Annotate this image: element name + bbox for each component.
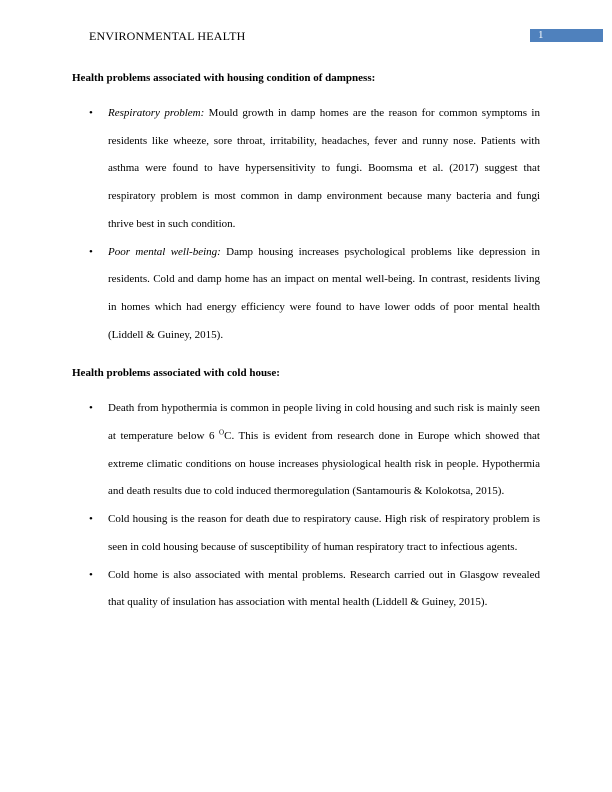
page-number: 1 [538, 29, 544, 41]
item-text: Damp housing increases psychological problems like depression in residents. Cold and damp home has an impact on mental well-being. In contrast, residents living in homes which had energy efficiency were found to have lower odds of poor mental health (Liddell & Guiney, 2015). [108, 245, 540, 341]
section-heading-cold-house: Health problems associated with cold house: [72, 367, 280, 380]
item-text: Death from hypothermia is common in people living in cold housing and such risk is mainly seen at temperature below 6 [108, 402, 540, 443]
dampness-bullet-list [72, 100, 540, 349]
bullet-icon: • [89, 402, 93, 415]
section-heading-dampness: Health problems associated with housing condition of dampness: [72, 72, 376, 84]
list-item [72, 395, 540, 506]
list-item [72, 506, 540, 561]
list-item [72, 100, 540, 239]
item-text: Mould growth in damp homes are the reason for common symptoms in residents like wheeze, sore throat, irritability, headaches, fever and runny nose. Patients with asthma were found to have hypersensitivity to fungi. Boomsma et al. (2017) suggest that respiratory problem is most common in damp environment because many bacteria and fungi thrive best in such condition. [108, 107, 540, 230]
bullet-icon: • [89, 568, 93, 581]
degree-superscript: O [219, 428, 225, 437]
document-body [72, 64, 540, 617]
item-text: Cold home is also associated with mental problems. Research carried out in Glasgow revealed that quality of insulation has association with mental health (Liddell & Guiney, 2015). [108, 568, 540, 609]
cold-house-bullet-list [72, 395, 540, 617]
bullet-icon: • [89, 245, 93, 258]
item-text: Cold housing is the reason for death due to respiratory cause. High risk of respiratory problem is seen in cold housing because of susceptibility of human respiratory tract to infectious agents. [108, 513, 540, 553]
list-item [72, 562, 540, 617]
list-item [72, 239, 540, 350]
page-number-box [530, 29, 603, 42]
item-text-continued: C. This is evident from research done in Europe which showed that extreme climatic conditions on house increases physiological health risk in people. Hypothermia and death results due to cold induced thermoregulation (Santamouris & Kolokotsa, 2015). [108, 430, 540, 498]
item-term: Respiratory problem: [108, 107, 205, 119]
item-term: Poor mental well-being: [108, 245, 221, 258]
bullet-icon: • [89, 107, 93, 119]
bullet-icon: • [89, 513, 93, 526]
running-header-title: ENVIRONMENTAL HEALTH [89, 29, 246, 43]
